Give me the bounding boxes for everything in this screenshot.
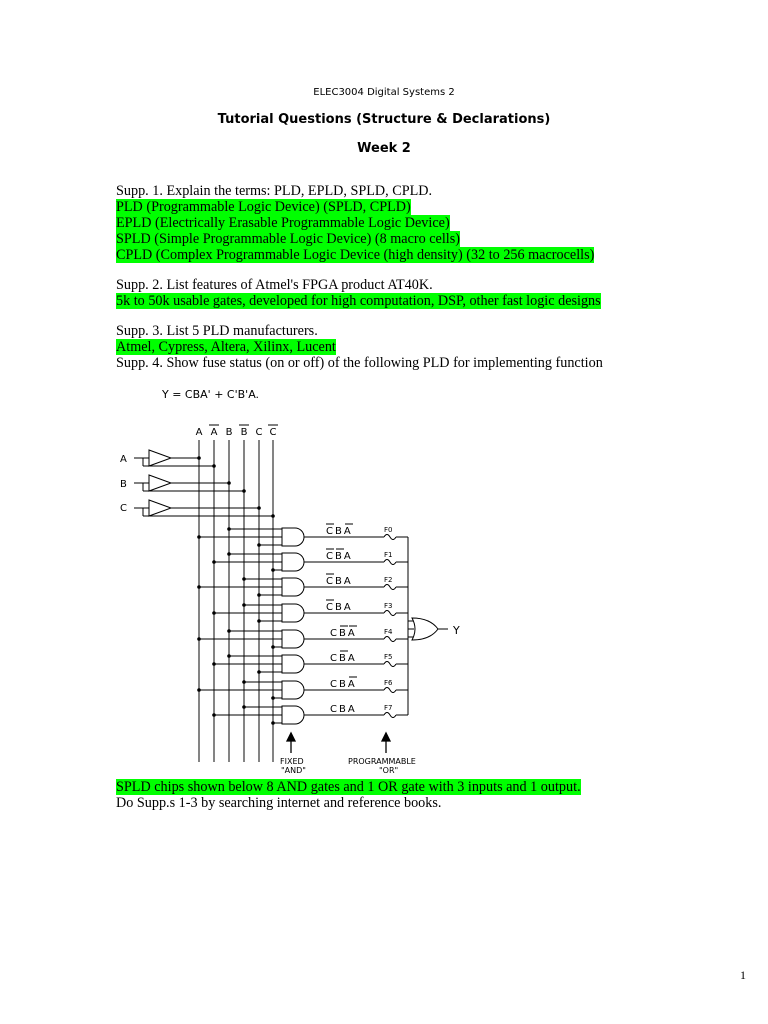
product-label-1: CBA [326, 551, 353, 562]
fuse-label-f7: F7 [384, 704, 393, 712]
product-label-3: CBA [326, 602, 353, 613]
page-number: 1 [740, 968, 746, 982]
supp1-answer-cpld: CPLD (Complex Programmable Logic Device (high density) (32 to 256 macrocells) [116, 247, 595, 263]
input-label-a: A [120, 454, 127, 465]
output-label-y: Y [453, 624, 460, 637]
product-label-2: CBA [326, 576, 353, 587]
spld-note: SPLD chips shown below 8 AND gates and 1 OR gate with 3 inputs and 1 output. [116, 779, 581, 795]
product-label-5: CBA [330, 653, 357, 664]
fuse-label-f0: F0 [384, 526, 393, 534]
input-label-c: C [120, 503, 127, 514]
supp1-question: Supp. 1. Explain the terms: PLD, EPLD, SPLD, CPLD. [116, 183, 433, 199]
supp3-answer: Atmel, Cypress, Altera, Xilinx, Lucent [116, 339, 336, 355]
supp4-question: Supp. 4. Show fuse status (on or off) of the following PLD for implementing function [116, 355, 603, 371]
column-label-a: A [195, 427, 203, 438]
fuse-label-f3: F3 [384, 602, 393, 610]
function-equation: Y = CBA' + C'B'A. [162, 388, 260, 401]
product-label-7: CBA [330, 704, 357, 715]
page-title: Tutorial Questions (Structure & Declarations) [217, 112, 551, 127]
fuse-label-f4: F4 [384, 628, 393, 636]
input-label-b: B [120, 479, 127, 490]
supp1-answer-spld: SPLD (Simple Programmable Logic Device) (8 macro cells) [116, 231, 460, 247]
programmable-or-label-2: "OR" [379, 766, 399, 775]
column-label-a-not: A [210, 427, 218, 438]
supp1-answer-pld: PLD (Programmable Logic Device) (SPLD, CPLD) [116, 199, 411, 215]
product-label-0: CBA [326, 526, 353, 537]
product-label-6: CBA [330, 679, 357, 690]
week-label: Week 2 [357, 141, 411, 156]
column-label-b: B [225, 427, 233, 438]
programmable-or-label-1: PROGRAMMABLE [348, 757, 416, 766]
supp3-question: Supp. 3. List 5 PLD manufacturers. [116, 323, 318, 339]
fuse-label-f6: F6 [384, 679, 393, 687]
supp2-answer: 5k to 50k usable gates, developed for high computation, DSP, other fast logic designs [116, 293, 601, 309]
column-label-c: C [255, 427, 263, 438]
column-label-c-not: C [269, 427, 277, 438]
supp1-answer-epld: EPLD (Electrically Erasable Programmable Logic Device) [116, 215, 450, 231]
input-columns [199, 440, 273, 762]
and-gate-array [199, 528, 448, 724]
fixed-and-label-2: "AND" [281, 766, 306, 775]
fuse-label-f5: F5 [384, 653, 393, 661]
supp2-question: Supp. 2. List features of Atmel's FPGA product AT40K. [116, 277, 433, 293]
product-label-4: CBA [330, 628, 357, 639]
fixed-and-label-1: FIXED [280, 757, 304, 766]
fuse-label-f1: F1 [384, 551, 393, 559]
input-buffers [134, 450, 273, 516]
column-label-b-not: B [240, 427, 248, 438]
fuse-label-f2: F2 [384, 576, 393, 584]
instruction-note: Do Supp.s 1-3 by searching internet and reference books. [116, 795, 442, 811]
course-header: ELEC3004 Digital Systems 2 [313, 87, 455, 98]
